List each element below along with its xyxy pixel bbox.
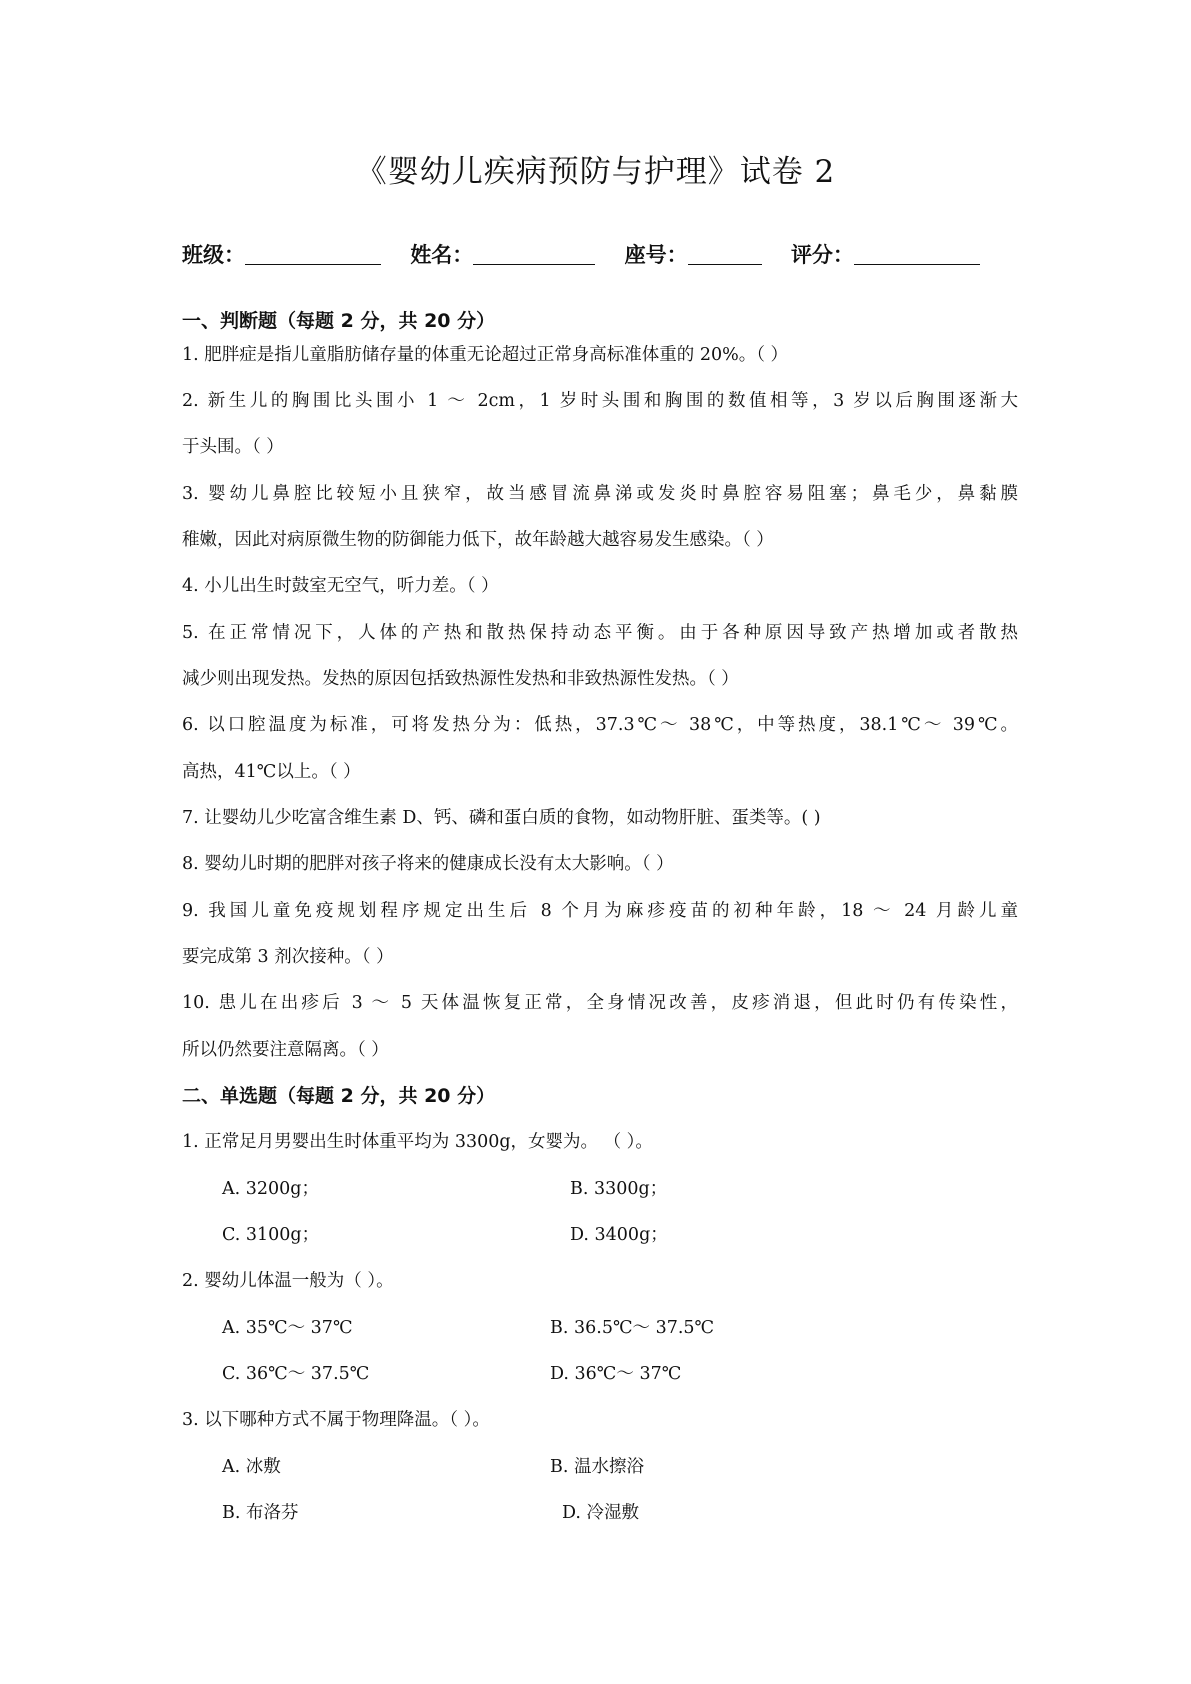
option-d[interactable]: D. 冷湿敷 bbox=[562, 1503, 640, 1523]
option-c[interactable]: C. 36℃～ 37.5℃ bbox=[222, 1364, 370, 1384]
question-stem: 2. 婴幼儿体温一般为（ ）。 bbox=[182, 1271, 394, 1291]
section-heading-single-choice: 二、单选题（每题 2 分，共 20 分） bbox=[182, 1085, 496, 1107]
question-line: 稚嫩，因此对病原微生物的防御能力低下，故年龄越大越容易发生感染。（ ） bbox=[182, 530, 774, 550]
question-line: 高热，41℃以上。（ ） bbox=[182, 762, 361, 782]
question-line: 所以仍然要注意隔离。（ ） bbox=[182, 1040, 389, 1060]
class-label: 班级： bbox=[182, 243, 245, 267]
question-line: 4. 小儿出生时鼓室无空气，听力差。（ ） bbox=[182, 576, 499, 596]
question-line: 10. 患儿在出疹后 3 ～ 5 天体温恢复正常，全身情况改善，皮疹消退，但此时仍有传染性， bbox=[182, 993, 1018, 1013]
section-heading-true-false: 一、判断题（每题 2 分，共 20 分） bbox=[182, 310, 496, 332]
option-d[interactable]: D. 3400g； bbox=[570, 1225, 668, 1245]
question-line: 9. 我国儿童免疫规划程序规定出生后 8 个月为麻疹疫苗的初种年龄，18 ～ 24 月龄儿童 bbox=[182, 901, 1018, 921]
score-label: 评分： bbox=[790, 243, 854, 267]
option-a[interactable]: A. 3200g； bbox=[222, 1179, 320, 1199]
option-b[interactable]: B. 36.5℃～ 37.5℃ bbox=[550, 1318, 715, 1338]
seat-blank[interactable] bbox=[688, 238, 762, 265]
option-c[interactable]: B. 布洛芬 bbox=[222, 1503, 299, 1523]
page-title: 《婴幼儿疾病预防与护理》试卷 2 bbox=[355, 154, 836, 190]
question-line: 8. 婴幼儿时期的肥胖对孩子将来的健康成长没有太大影响。（ ） bbox=[182, 854, 674, 874]
score-blank[interactable] bbox=[854, 238, 980, 265]
question-stem: 3. 以下哪种方式不属于物理降温。（ ）。 bbox=[182, 1410, 490, 1430]
question-line: 于头围。（ ） bbox=[182, 437, 284, 457]
question-line: 3. 婴幼儿鼻腔比较短小且狭窄，故当感冒流鼻涕或发炎时鼻腔容易阻塞；鼻毛少，鼻黏膜 bbox=[182, 484, 1018, 504]
option-a[interactable]: A. 35℃～ 37℃ bbox=[222, 1318, 353, 1338]
seat-label: 座号： bbox=[624, 243, 688, 267]
question-line: 6. 以口腔温度为标准，可将发热分为：低热，37.3℃～ 38℃，中等热度，38.1℃～ 39℃。 bbox=[182, 715, 1018, 735]
name-label: 姓名： bbox=[410, 243, 474, 267]
question-line: 2. 新生儿的胸围比头围小 1 ～ 2cm，1 岁时头围和胸围的数值相等，3 岁以后胸围逐渐大 bbox=[182, 391, 1018, 411]
name-blank[interactable] bbox=[473, 238, 595, 265]
option-a[interactable]: A. 冰敷 bbox=[222, 1457, 281, 1477]
question-line: 1. 肥胖症是指儿童脂肪储存量的体重无论超过正常身高标准体重的 20%。（ ） bbox=[182, 345, 789, 365]
question-line: 减少则出现发热。发热的原因包括致热源性发热和非致热源性发热。（ ） bbox=[182, 669, 739, 689]
class-blank[interactable] bbox=[245, 238, 381, 265]
option-b[interactable]: B. 3300g； bbox=[570, 1179, 668, 1199]
question-stem: 1. 正常足月男婴出生时体重平均为 3300g，女婴为。 （ ）。 bbox=[182, 1132, 653, 1152]
question-line: 要完成第 3 剂次接种。（ ） bbox=[182, 947, 394, 967]
student-info-row bbox=[182, 238, 1002, 272]
option-b[interactable]: B. 温水擦浴 bbox=[550, 1457, 644, 1477]
question-line: 5. 在正常情况下，人体的产热和散热保持动态平衡。由于各种原因导致产热增加或者散热 bbox=[182, 623, 1018, 643]
option-d[interactable]: D. 36℃～ 37℃ bbox=[550, 1364, 682, 1384]
option-c[interactable]: C. 3100g； bbox=[222, 1225, 320, 1245]
question-line: 7. 让婴幼儿少吃富含维生素 D、钙、磷和蛋白质的食物，如动物肝脏、蛋类等。( ) bbox=[182, 808, 821, 828]
